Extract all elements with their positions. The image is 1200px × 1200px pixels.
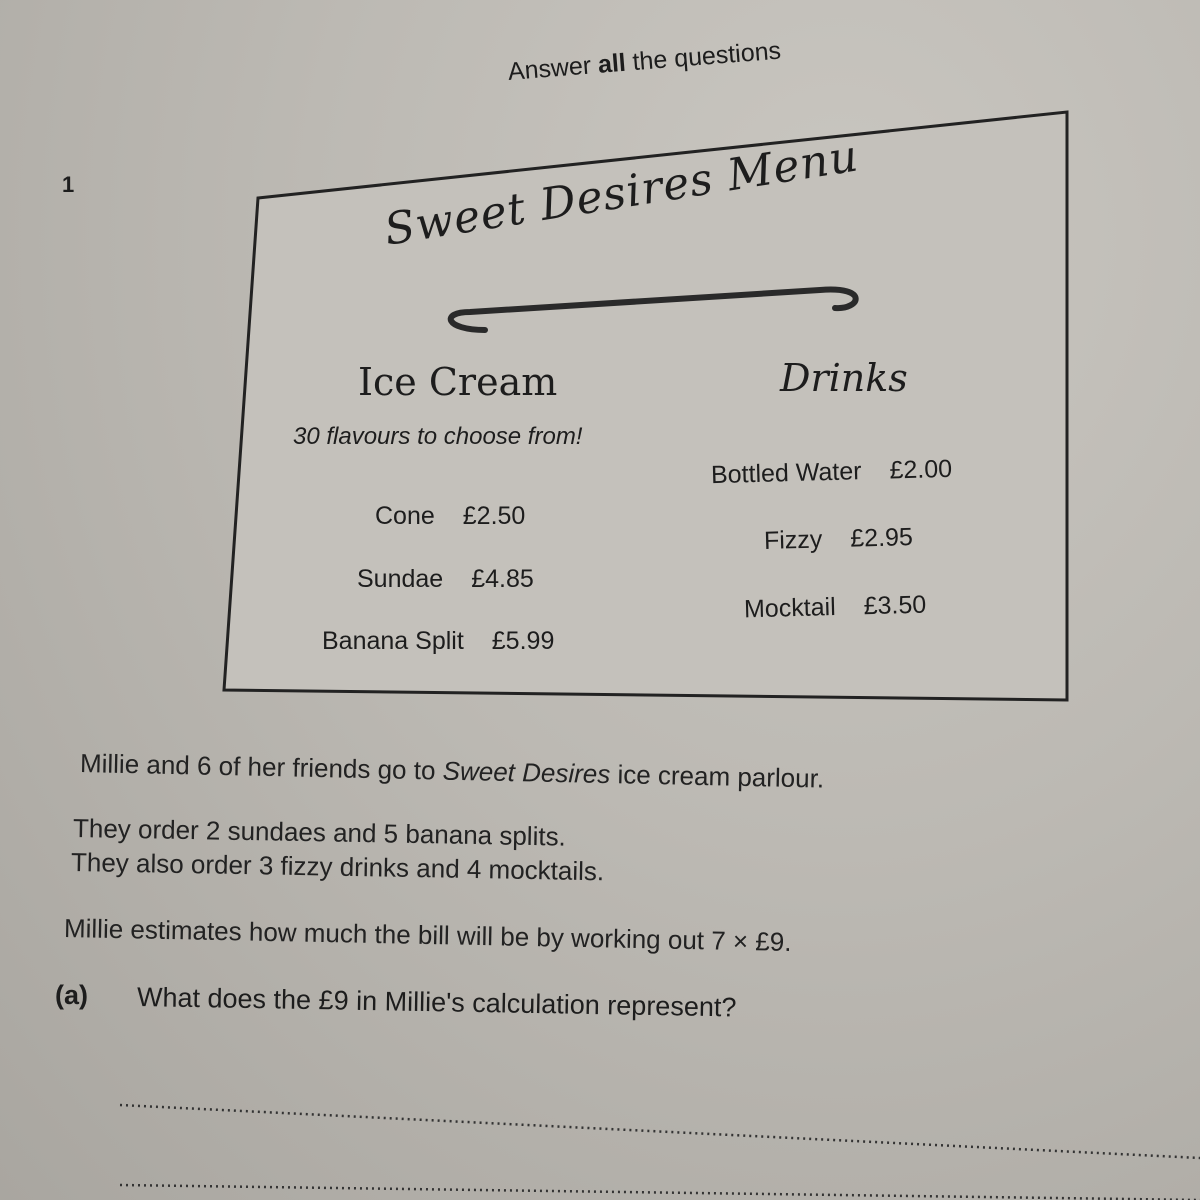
menu-item-sundae: Sundae £4.85 — [357, 565, 534, 593]
flavours-note: 30 flavours to choose from! — [293, 423, 583, 450]
estimate-paragraph: Millie estimates how much the bill will be by working out 7 × £9. — [63, 913, 792, 957]
menu-title: Sweet Desires Menu — [381, 130, 863, 256]
question-a-label: (a) — [55, 980, 88, 1010]
answer-line-1 — [120, 1105, 1200, 1158]
menu-item-bottled-water: Bottled Water £2.00 — [710, 454, 953, 490]
menu-item-cone: Cone £2.50 — [375, 502, 526, 530]
menu-item-mocktail: Mocktail £3.50 — [743, 590, 927, 624]
menu-item-banana-split: Banana Split £5.99 — [322, 627, 555, 655]
context-paragraph: Millie and 6 of her friends go to Sweet Desires ice cream parlour. — [79, 748, 825, 794]
drinks-heading: Drinks — [780, 356, 908, 400]
order-line-2: They also order 3 fizzy drinks and 4 mocktails. — [70, 847, 605, 887]
question-number: 1 — [62, 172, 75, 197]
question-a-text: What does the £9 in Millie's calculation represent? — [136, 982, 737, 1023]
answer-line-2 — [120, 1185, 1200, 1200]
menu-item-fizzy: Fizzy £2.95 — [763, 523, 914, 555]
order-line-1: They order 2 sundaes and 5 banana splits. — [72, 813, 567, 852]
instructions-header: Answer all the questions — [506, 36, 782, 86]
ice-cream-heading: Ice Cream — [358, 360, 558, 404]
